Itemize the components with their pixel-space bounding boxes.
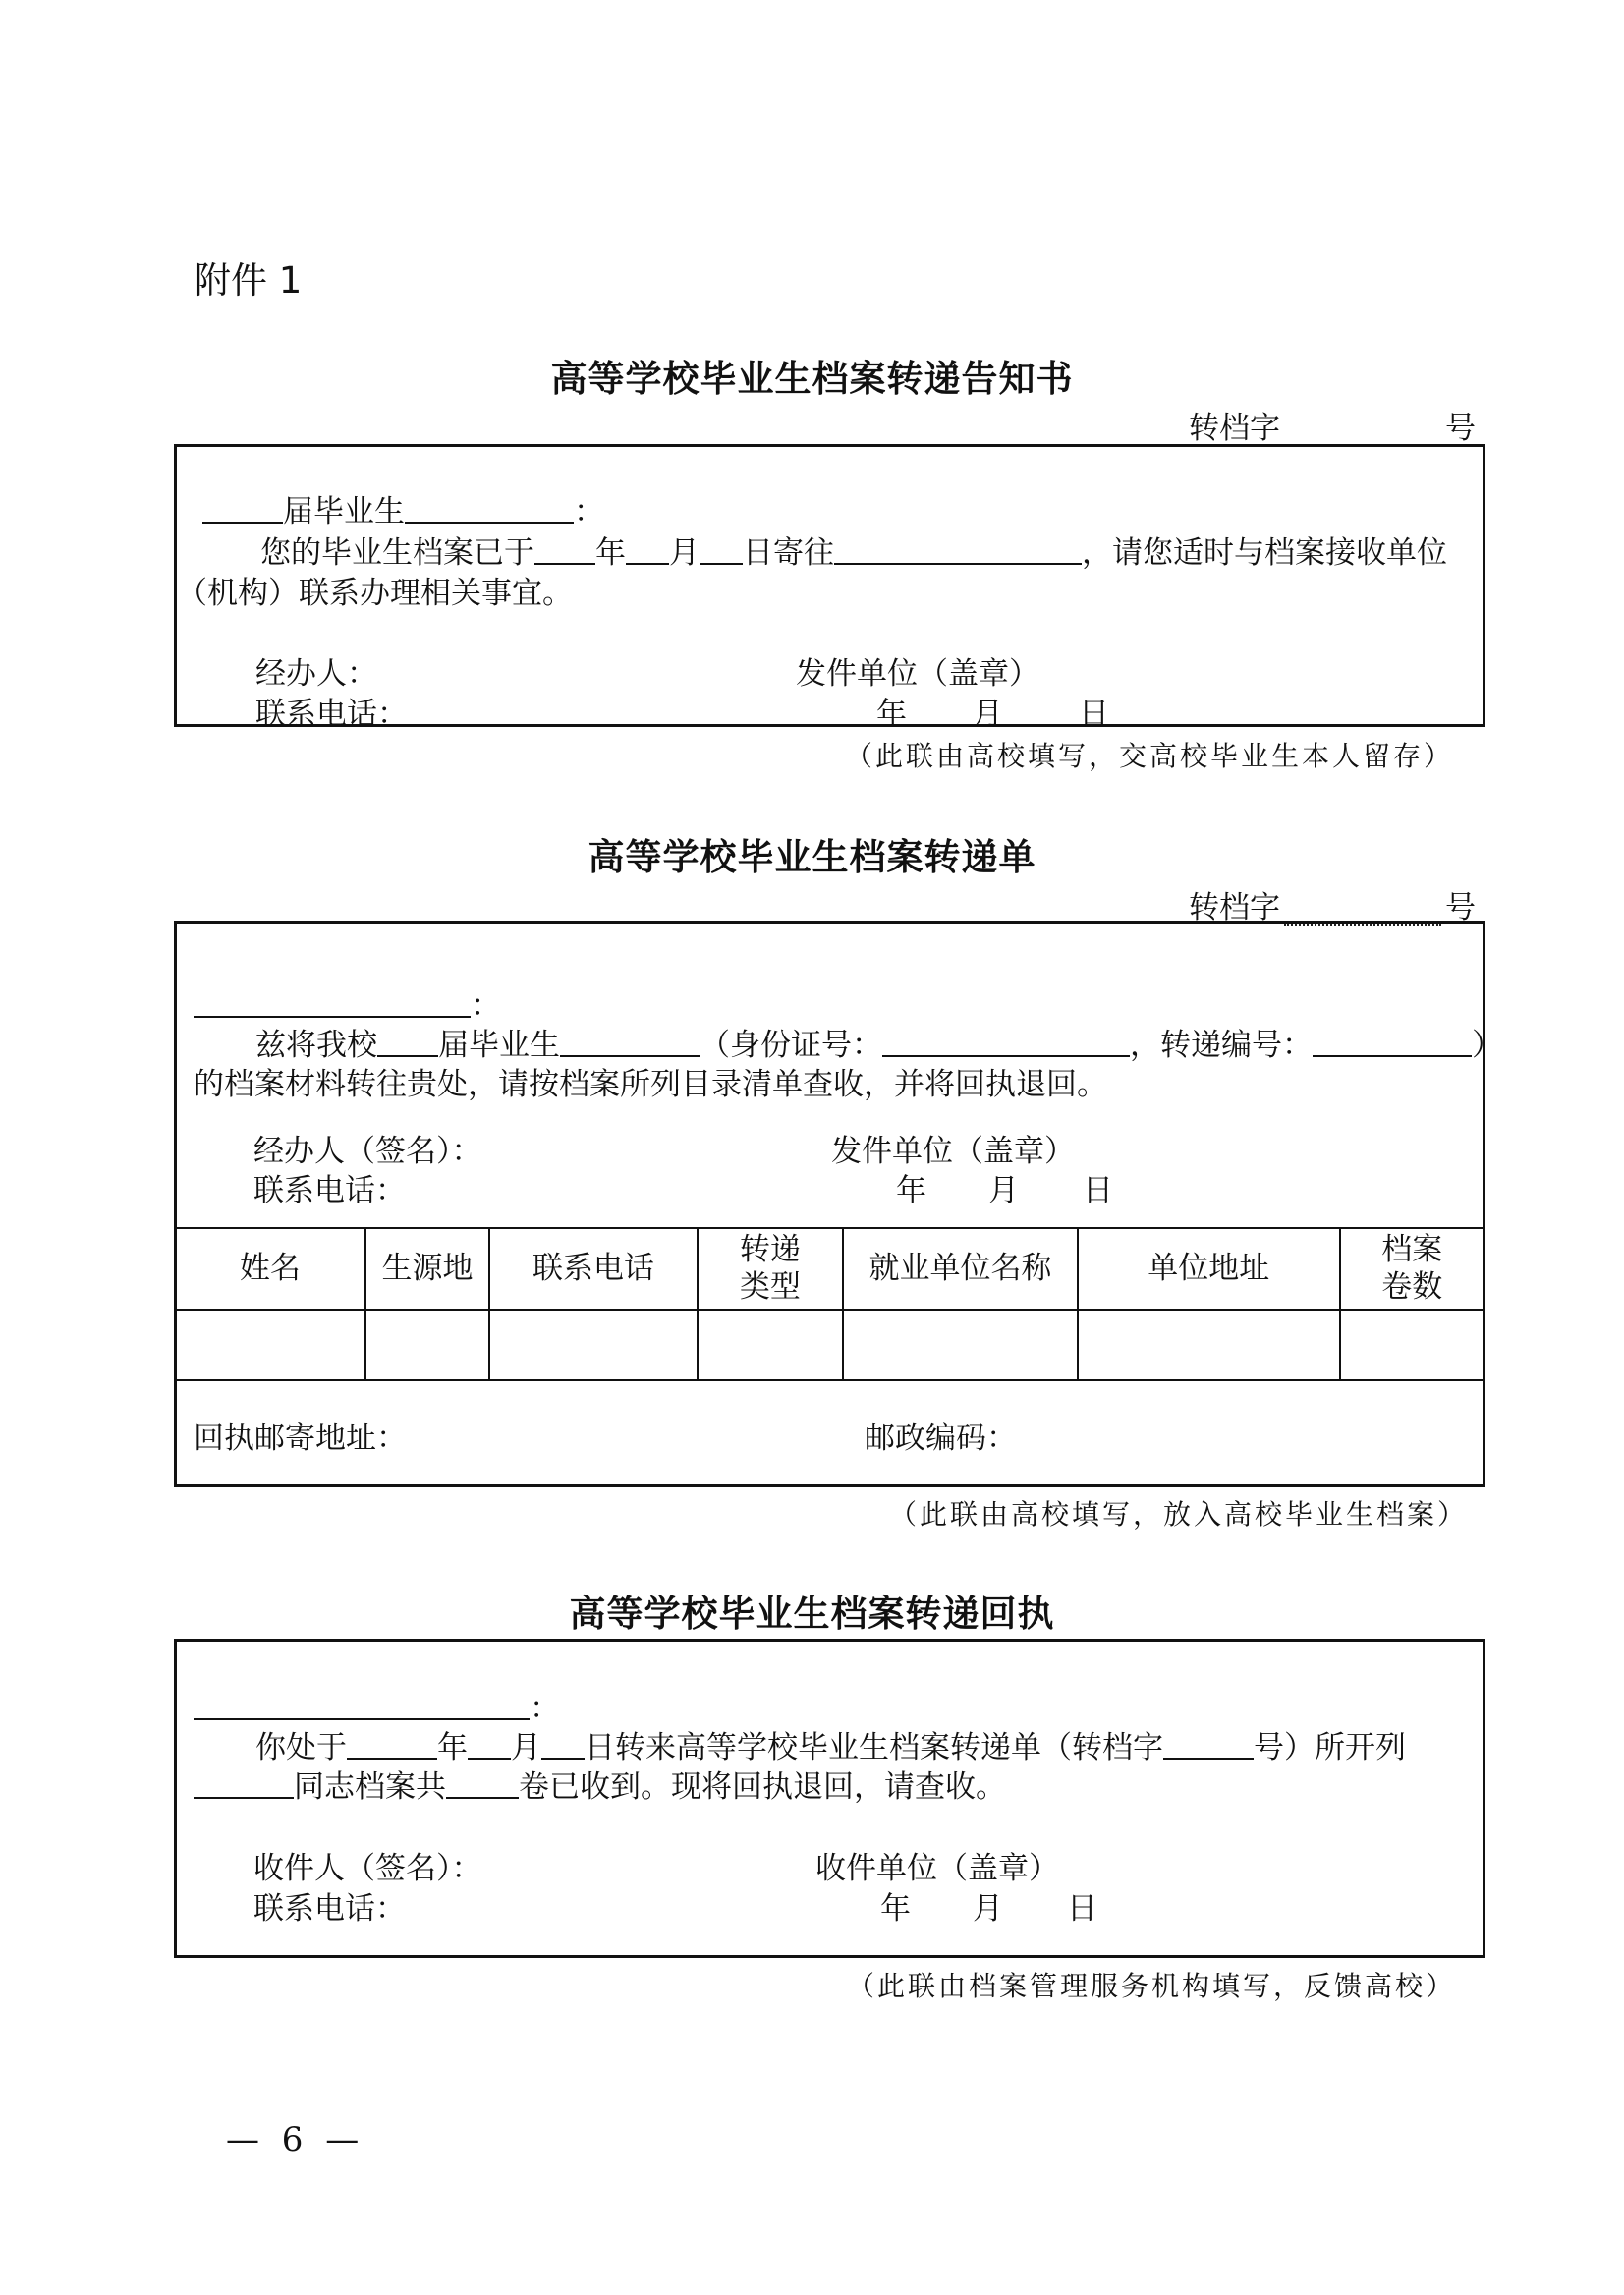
- recipient-blank[interactable]: [194, 988, 471, 1018]
- form2-note: （此联由高校填写，放入高校毕业生档案）: [889, 1498, 1469, 1531]
- salutation-colon: ：: [471, 988, 501, 1024]
- form1-body-line1: [260, 528, 1447, 572]
- id-number-blank[interactable]: [882, 1028, 1130, 1057]
- ref-number-blank[interactable]: [1163, 1730, 1254, 1760]
- cell-phone[interactable]: [489, 1310, 697, 1380]
- header-phone: 联系电话: [489, 1228, 697, 1310]
- form1-salutation: [202, 486, 604, 531]
- form2-sender-unit: 发件单位（盖章）: [831, 1134, 1075, 1169]
- volume-count-blank[interactable]: [446, 1769, 519, 1799]
- body-text: 兹将我校: [255, 1028, 377, 1063]
- header-employer: 就业单位名称: [843, 1228, 1078, 1310]
- form2-date-month: 月: [988, 1173, 1019, 1208]
- month-label: 月: [669, 535, 700, 571]
- body-text: ，转递编号：: [1130, 1028, 1313, 1063]
- table-row: [175, 1310, 1484, 1380]
- page-number: — 6 —: [226, 2120, 365, 2159]
- destination-blank[interactable]: [834, 535, 1082, 565]
- day-label: 日寄往: [743, 535, 834, 571]
- form3-receiver-label: 收件人（签名）：: [253, 1851, 482, 1886]
- form1-date-day: 日: [1079, 697, 1109, 732]
- cell-origin[interactable]: [365, 1310, 490, 1380]
- body-text: 您的毕业生档案已于: [260, 535, 534, 571]
- postal-code-label: 邮政编码：: [865, 1421, 1017, 1456]
- ref-prefix: 转档字: [1189, 411, 1280, 446]
- form3-salutation: [194, 1683, 560, 1727]
- year-label: 年: [437, 1730, 468, 1765]
- attachment-label: 附件 1: [195, 259, 303, 302]
- table-header-row: [175, 1228, 1484, 1310]
- year-blank[interactable]: [534, 535, 595, 565]
- body-text: ，请您适时与档案接收单位: [1082, 535, 1447, 571]
- form1-title: 高等学校毕业生档案转递告知书: [550, 357, 1074, 400]
- month-label: 月: [511, 1730, 541, 1765]
- body-text: 号）所开列: [1254, 1730, 1406, 1765]
- person-name-blank[interactable]: [194, 1769, 294, 1799]
- form2-title: 高等学校毕业生档案转递单: [588, 835, 1036, 878]
- form1-handler-label: 经办人：: [255, 656, 377, 692]
- header-name: 姓名: [175, 1228, 365, 1310]
- ref-suffix: 号: [1445, 411, 1476, 446]
- form2-phone-label: 联系电话：: [253, 1173, 406, 1208]
- body-text: 卷已收到。现将回执退回，请查收。: [519, 1769, 1006, 1805]
- cell-volume-count[interactable]: [1340, 1310, 1484, 1380]
- transfer-number-blank[interactable]: [1313, 1028, 1472, 1057]
- body-text: 届毕业生: [438, 1028, 560, 1063]
- form2-box: [174, 921, 1502, 1487]
- form3-box: [174, 1639, 1485, 1958]
- form3-receiver-unit: 收件单位（盖章）: [815, 1851, 1059, 1886]
- cell-employer-address[interactable]: [1078, 1310, 1340, 1380]
- body-text: 你处于: [255, 1730, 347, 1765]
- form3-date-month: 月: [973, 1891, 1003, 1927]
- month-blank[interactable]: [626, 535, 669, 565]
- form1-note: （此联由高校填写，交高校毕业生本人留存）: [845, 740, 1455, 772]
- header-volume-count: 档案 卷数: [1340, 1228, 1484, 1310]
- salutation-colon: ：: [574, 494, 604, 530]
- body-text: 同志档案共: [294, 1769, 446, 1805]
- form2-salutation: [194, 980, 501, 1025]
- grad-name-blank[interactable]: [405, 494, 574, 524]
- recipient-blank[interactable]: [194, 1691, 530, 1720]
- form2-body-line2: 的档案材料转往贵处，请按档案所列目录清单查收，并将回执退回。: [194, 1067, 1107, 1102]
- form1-date-year: 年: [876, 697, 907, 732]
- form1-ref-number: [1189, 403, 1476, 447]
- form3-title: 高等学校毕业生档案转递回执: [569, 1592, 1055, 1635]
- cell-employer[interactable]: [843, 1310, 1078, 1380]
- form3-date-day: 日: [1067, 1891, 1097, 1927]
- form2-body-line1: [255, 1020, 1502, 1064]
- grad-year-blank[interactable]: [202, 494, 283, 524]
- form1-box: [174, 444, 1485, 732]
- salutation-colon: ：: [530, 1691, 560, 1726]
- ref-suffix: 号: [1445, 890, 1476, 925]
- header-transfer-type: 转递 类型: [698, 1228, 843, 1310]
- form2-date-year: 年: [896, 1173, 926, 1208]
- form3-body-line2: [194, 1762, 1006, 1806]
- archive-table: [174, 1227, 1485, 1381]
- form1-body-line2: （机构）联系办理相关事宜。: [177, 576, 573, 611]
- ref-blank[interactable]: [1284, 418, 1441, 447]
- ref-prefix: 转档字: [1189, 890, 1280, 925]
- body-text: ）: [1472, 1028, 1502, 1063]
- grad-year-blank[interactable]: [377, 1028, 438, 1057]
- body-text: 日转来高等学校毕业生档案转递单（转档字: [585, 1730, 1163, 1765]
- cell-name[interactable]: [175, 1310, 365, 1380]
- cell-transfer-type[interactable]: [698, 1310, 843, 1380]
- form1-sender-unit: 发件单位（盖章）: [796, 656, 1039, 692]
- form3-date-year: 年: [880, 1891, 911, 1927]
- form3-body-line1: [255, 1722, 1406, 1766]
- form3-phone-label: 联系电话：: [253, 1891, 406, 1927]
- form1-date-month: 月: [973, 697, 1003, 732]
- grad-name-blank[interactable]: [560, 1028, 700, 1057]
- form2-date-day: 日: [1083, 1173, 1113, 1208]
- body-text: （身份证号：: [700, 1028, 882, 1063]
- form1-phone-label: 联系电话：: [255, 697, 408, 732]
- month-blank[interactable]: [468, 1730, 511, 1760]
- year-label: 年: [595, 535, 626, 571]
- day-blank[interactable]: [541, 1730, 585, 1760]
- form3-note: （此联由档案管理服务机构填写，反馈高校）: [847, 1970, 1457, 2002]
- day-blank[interactable]: [700, 535, 743, 565]
- salutation-text: 届毕业生: [283, 494, 405, 530]
- return-address-label: 回执邮寄地址：: [194, 1421, 407, 1456]
- year-blank[interactable]: [347, 1730, 437, 1760]
- header-employer-address: 单位地址: [1078, 1228, 1340, 1310]
- form2-handler-label: 经办人（签名）：: [253, 1134, 482, 1169]
- header-origin: 生源地: [365, 1228, 490, 1310]
